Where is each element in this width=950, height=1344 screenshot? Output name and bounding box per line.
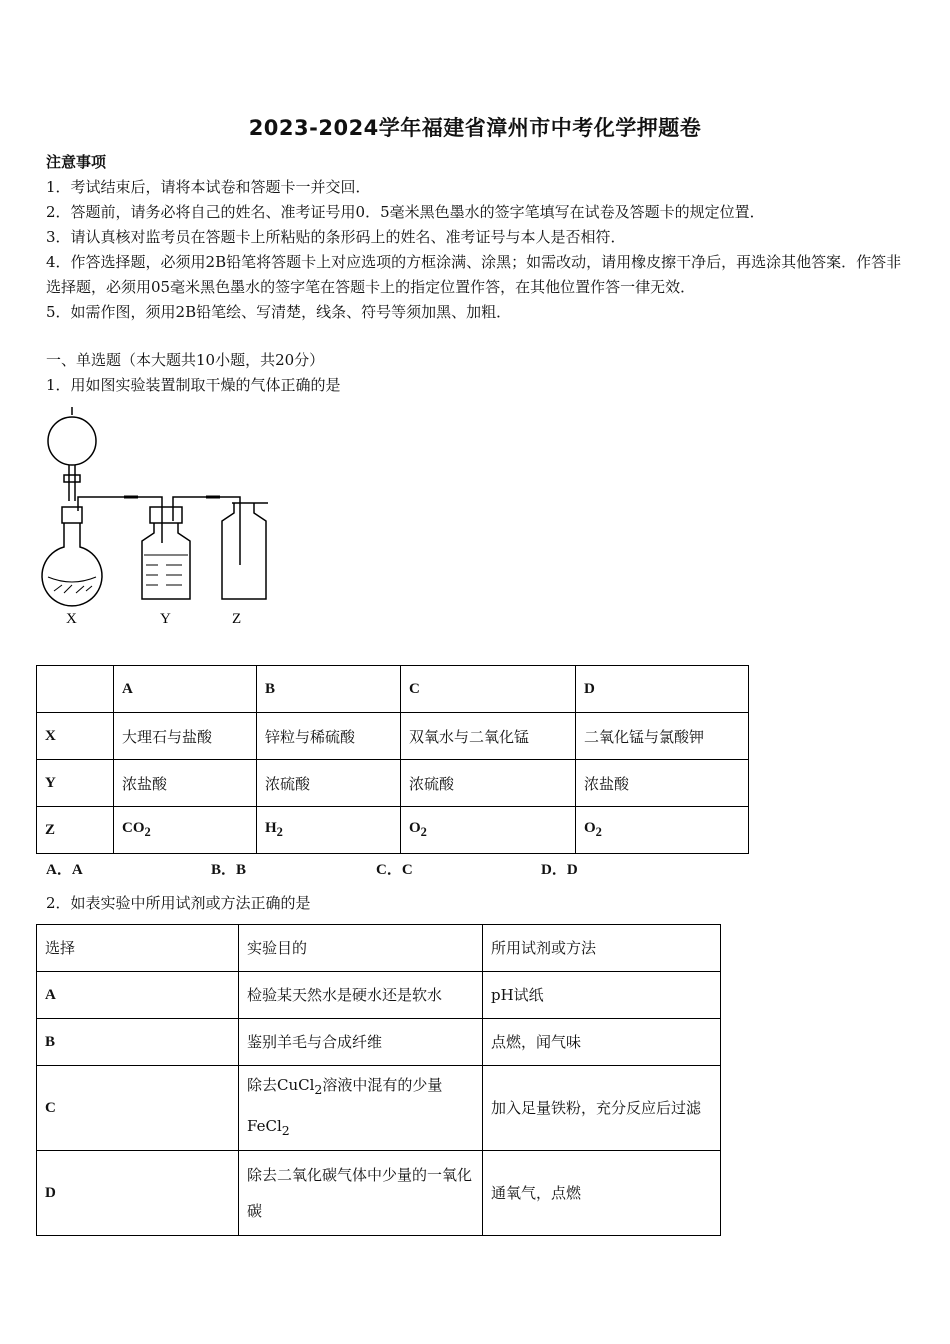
- section-heading: 一、单选题（本大题共10小题，共20分）: [46, 351, 325, 369]
- row-label: Y: [37, 760, 114, 807]
- bottle-y-stopper: [150, 507, 182, 523]
- row-label: A: [37, 972, 239, 1019]
- table-cell: 鉴别羊毛与合成纤维: [239, 1019, 483, 1066]
- table-cell: 加入足量铁粉，充分反应后过滤: [483, 1066, 721, 1151]
- table-cell: 浓盐酸: [576, 760, 749, 807]
- row-label: B: [37, 1019, 239, 1066]
- notice-item: 2．答题前，请务必将自己的姓名、准考证号用0．5毫米黑色墨水的签字笔填写在试卷及答题卡的规定位置．: [46, 203, 765, 221]
- notice-section: [46, 150, 916, 325]
- table-cell: 双氧水与二氧化锰: [401, 713, 576, 760]
- table-cell: [239, 1066, 483, 1151]
- table-cell: 检验某天然水是硬水还是软水: [239, 972, 483, 1019]
- table-cell: 二氧化锰与氯酸钾: [576, 713, 749, 760]
- apparatus-figure: [36, 405, 286, 630]
- table-cell: pH试纸: [483, 972, 721, 1019]
- formula: H: [265, 820, 277, 836]
- table-cell: 除去二氧化碳气体中少量的一氧化碳: [239, 1151, 483, 1236]
- page-title: 2023-2024学年福建省漳州市中考化学押题卷: [248, 116, 702, 140]
- table-header: D: [576, 666, 749, 713]
- formula-subscript: 2: [595, 825, 602, 839]
- formula-subscript: 2: [276, 825, 283, 839]
- option-c: C．C: [376, 862, 413, 878]
- table-cell: 浓硫酸: [401, 760, 576, 807]
- table-header-row: [37, 925, 721, 972]
- formula-subscript: 2: [144, 825, 151, 839]
- table-row: [37, 807, 749, 854]
- table-row: [37, 1019, 721, 1066]
- formula-subscript: 2: [314, 1082, 323, 1097]
- label-y: Y: [160, 611, 171, 627]
- bottle-z: [222, 503, 266, 599]
- table-cell: [114, 807, 257, 854]
- table-header: A: [114, 666, 257, 713]
- table-cell: [37, 666, 114, 713]
- flask-x: [42, 523, 102, 606]
- table-header: 选择: [37, 925, 239, 972]
- bottle-y: [142, 523, 190, 599]
- table-cell: [257, 807, 401, 854]
- notice-item: 1．考试结束后，请将本试卷和答题卡一并交回．: [46, 178, 371, 196]
- row-label: Z: [37, 807, 114, 854]
- notice-heading: 注意事项: [46, 153, 107, 171]
- table-header: 实验目的: [239, 925, 483, 972]
- formula: CO: [122, 820, 145, 836]
- table-cell: 锌粒与稀硫酸: [257, 713, 401, 760]
- table-cell: 点燃，闻气味: [483, 1019, 721, 1066]
- row-label: D: [37, 1151, 239, 1236]
- table-header: 所用试剂或方法: [483, 925, 721, 972]
- table-header: C: [401, 666, 576, 713]
- question-2-table: [36, 924, 721, 1236]
- table-row: [37, 1151, 721, 1236]
- table-row: [37, 713, 749, 760]
- option-a: A．A: [46, 862, 83, 878]
- notice-item: 4．作答选择题，必须用2B铅笔将答题卡上对应选项的方框涂满、涂黑；如需改动，请用橡皮擦干净后，再选涂其他答案．作答非选择题，必须用05毫米黑色墨水的签字笔在答题卡上的指定位置作答，在其他位置作答一律无效．: [46, 253, 902, 296]
- table-cell: [401, 807, 576, 854]
- cell-text: 溶液中混有的少量FeCl: [247, 1076, 443, 1135]
- formula: O: [584, 820, 596, 836]
- formula-subscript: 2: [281, 1123, 290, 1138]
- table-cell: 大理石与盐酸: [114, 713, 257, 760]
- label-z: Z: [232, 611, 242, 627]
- flask-stopper: [62, 507, 82, 523]
- table-row: [37, 760, 749, 807]
- question-1-table: [36, 665, 749, 854]
- table-header: B: [257, 666, 401, 713]
- separatory-funnel: [48, 417, 96, 465]
- option-d: D．D: [541, 862, 578, 878]
- notice-item: 3．请认真核对监考员在答题卡上所粘贴的条形码上的姓名、准考证号与本人是否相符．: [46, 228, 626, 246]
- formula-subscript: 2: [420, 825, 427, 839]
- option-b: B．B: [211, 862, 247, 878]
- table-cell: 浓硫酸: [257, 760, 401, 807]
- table-cell: 通氧气，点燃: [483, 1151, 721, 1236]
- row-label: X: [37, 713, 114, 760]
- question-2-stem: 2．如表实验中所用试剂或方法正确的是: [46, 894, 311, 912]
- formula: O: [409, 820, 421, 836]
- funnel-stopcock: [64, 475, 80, 482]
- table-cell: [576, 807, 749, 854]
- table-row: [37, 1066, 721, 1151]
- table-row: [37, 972, 721, 1019]
- question-1-stem: 1．用如图实验装置制取干燥的气体正确的是: [46, 376, 341, 394]
- row-label: C: [37, 1066, 239, 1151]
- label-x: X: [66, 611, 77, 627]
- table-cell: 浓盐酸: [114, 760, 257, 807]
- table-header-row: [37, 666, 749, 713]
- cell-text: 除去CuCl: [247, 1076, 315, 1094]
- notice-item: 5．如需作图，须用2B铅笔绘、写清楚，线条、符号等须加黑、加粗．: [46, 303, 512, 321]
